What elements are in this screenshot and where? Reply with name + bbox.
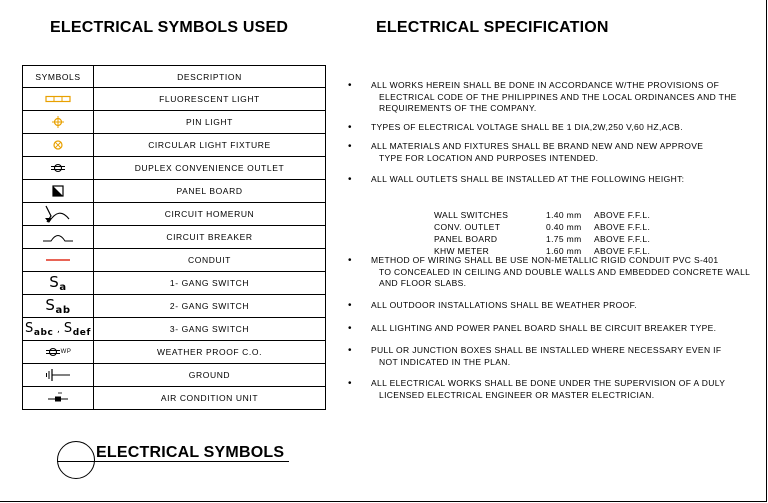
height-item-value: 0.40 mm: [546, 222, 582, 232]
legend-row: [23, 295, 326, 318]
height-item-name: WALL SWITCHES: [434, 210, 509, 220]
legend-row: [23, 88, 326, 111]
legend-description: GROUND: [94, 364, 326, 387]
spec-item: [347, 378, 752, 401]
height-item-name: CONV. OUTLET: [434, 222, 501, 232]
conduit-icon: [23, 249, 94, 272]
circular-light-fixture-icon: [23, 134, 94, 157]
legend-row: [23, 387, 326, 410]
height-row: [434, 221, 650, 233]
legend-description: CONDUIT: [94, 249, 326, 272]
switch-symbol-sub: abc: [33, 327, 54, 338]
legend-description: WEATHER PROOF C.O.: [94, 341, 326, 364]
height-item-reference: ABOVE F.F.L.: [594, 222, 651, 232]
spec-item-continuation: LICENSED ELECTRICAL ENGINEER OR MASTER ELECTRICIAN.: [379, 389, 655, 400]
legend-description: PANEL BOARD: [94, 180, 326, 203]
legend-row: [23, 272, 326, 295]
switch-symbol-sub-2: def: [72, 327, 92, 338]
switch-symbol-base: S: [45, 296, 56, 314]
spec-item: [347, 345, 752, 368]
circuit-homerun-icon: [23, 203, 94, 226]
spec-item-text: PULL OR JUNCTION BOXES SHALL BE INSTALLED WHERE NECESSARY EVEN IF: [371, 345, 722, 356]
description-header: DESCRIPTION: [94, 66, 326, 88]
switch-symbol-base: S: [24, 320, 34, 336]
spec-item: [347, 323, 752, 335]
air-condition-unit-icon: [23, 387, 94, 410]
panel-board-icon: [23, 180, 94, 203]
spec-item: [347, 80, 752, 115]
ground-icon: [23, 364, 94, 387]
spec-item-text: TYPES OF ELECTRICAL VOLTAGE SHALL BE 1 DIA,2W,250 V,60 HZ,ACB.: [371, 121, 683, 132]
spec-item-text: ALL LIGHTING AND POWER PANEL BOARD SHALL BE CIRCUIT BREAKER TYPE.: [371, 322, 717, 333]
spec-item: [347, 174, 752, 186]
legend-row: [23, 180, 326, 203]
weather-proof-tag: WP: [60, 348, 72, 355]
switch-symbol-sub: ab: [55, 305, 71, 316]
duplex-outlet-icon: [23, 157, 94, 180]
spec-title: ELECTRICAL SPECIFICATION: [376, 19, 609, 36]
pin-light-icon: [23, 111, 94, 134]
weather-proof-outlet-icon: [23, 341, 94, 364]
legend-header-row: [23, 66, 326, 88]
fluorescent-light-icon: [23, 88, 94, 111]
spec-item-continuation: TYPE FOR LOCATION AND PURPOSES INTENDED.: [379, 152, 599, 163]
height-item-name: KHW METER: [434, 246, 490, 256]
spec-item-text: ALL MATERIALS AND FIXTURES SHALL BE BRAND NEW AND NEW APPROVE: [371, 141, 704, 152]
switch-symbol-base: S: [49, 273, 60, 291]
legend-description: CIRCUIT HOMERUN: [94, 203, 326, 226]
legend-row: [23, 134, 326, 157]
height-item-value: 1.75 mm: [546, 234, 582, 244]
legend-description: DUPLEX CONVENIENCE OUTLET: [94, 157, 326, 180]
height-item-value: 1.40 mm: [546, 210, 582, 220]
legend-description: CIRCULAR LIGHT FIXTURE: [94, 134, 326, 157]
height-item-name: PANEL BOARD: [434, 234, 498, 244]
spec-item-continuation: ELECTRICAL CODE OF THE PHILIPPINES AND THE LOCAL ORDINANCES AND THE REQUIREMENTS OF THE COMPANY.: [379, 91, 737, 114]
symbols-title: ELECTRICAL SYMBOLS USED: [50, 19, 289, 36]
three-gang-switch-icon: [23, 318, 94, 341]
legend-row: [23, 157, 326, 180]
legend-row: [23, 226, 326, 249]
legend-row: [23, 318, 326, 341]
one-gang-switch-icon: [23, 272, 94, 295]
height-row: [434, 233, 650, 245]
spec-item-text: ALL WORKS HEREIN SHALL BE DONE IN ACCORDANCE W/THE PROVISIONS OF: [371, 80, 720, 90]
spec-item: [347, 122, 752, 134]
legend-description: AIR CONDITION UNIT: [94, 387, 326, 410]
spec-item: [347, 300, 752, 312]
legend-description: 3- GANG SWITCH: [94, 318, 326, 341]
section-marker-circle: [57, 441, 95, 479]
height-item-reference: ABOVE F.F.L.: [594, 210, 651, 220]
legend-description: 1- GANG SWITCH: [94, 272, 326, 295]
circuit-breaker-icon: [23, 226, 94, 249]
spec-item: [347, 141, 752, 164]
legend-description: CIRCUIT BREAKER: [94, 226, 326, 249]
symbols-legend-table: [22, 65, 326, 410]
spec-item-text: ALL WALL OUTLETS SHALL BE INSTALLED AT THE FOLLOWING HEIGHT:: [371, 173, 685, 184]
spec-item-text: ALL ELECTRICAL WORKS SHALL BE DONE UNDER THE SUPERVISION OF A DULY: [371, 378, 726, 389]
height-row: [434, 245, 650, 257]
height-item-reference: ABOVE F.F.L.: [594, 234, 651, 244]
legend-row: [23, 341, 326, 364]
switch-symbol-sub: a: [59, 282, 67, 293]
height-item-reference: ABOVE F.F.L.: [594, 246, 651, 256]
two-gang-switch-icon: [23, 295, 94, 318]
legend-description: PIN LIGHT: [94, 111, 326, 134]
height-item-value: 1.60 mm: [546, 246, 582, 256]
spec-item-text: METHOD OF WIRING SHALL BE USE NON-METALLIC RIGID CONDUIT PVC S-401: [371, 255, 719, 266]
switch-symbol-base-2: S: [63, 320, 73, 336]
spec-item-text: ALL OUTDOOR INSTALLATIONS SHALL BE WEATHER PROOF.: [371, 299, 637, 310]
spec-item: [347, 255, 752, 290]
legend-row: [23, 111, 326, 134]
spec-item-continuation: NOT INDICATED IN THE PLAN.: [379, 356, 511, 367]
symbols-header: SYMBOLS: [23, 66, 94, 88]
switch-symbol-separator: ,: [53, 324, 64, 335]
legend-description: FLUORESCENT LIGHT: [94, 88, 326, 111]
section-label-text: ELECTRICAL SYMBOLS: [96, 444, 285, 461]
outlet-heights-table: [434, 209, 650, 257]
legend-row: [23, 364, 326, 387]
legend-row: [23, 203, 326, 226]
height-row: [434, 209, 650, 221]
legend-description: 2- GANG SWITCH: [94, 295, 326, 318]
legend-row: [23, 249, 326, 272]
spec-item-continuation: TO CONCEALED IN CEILING AND DOUBLE WALLS AND EMBEDDED CONCRETE WALL AND FLOOR SLABS.: [379, 266, 750, 289]
